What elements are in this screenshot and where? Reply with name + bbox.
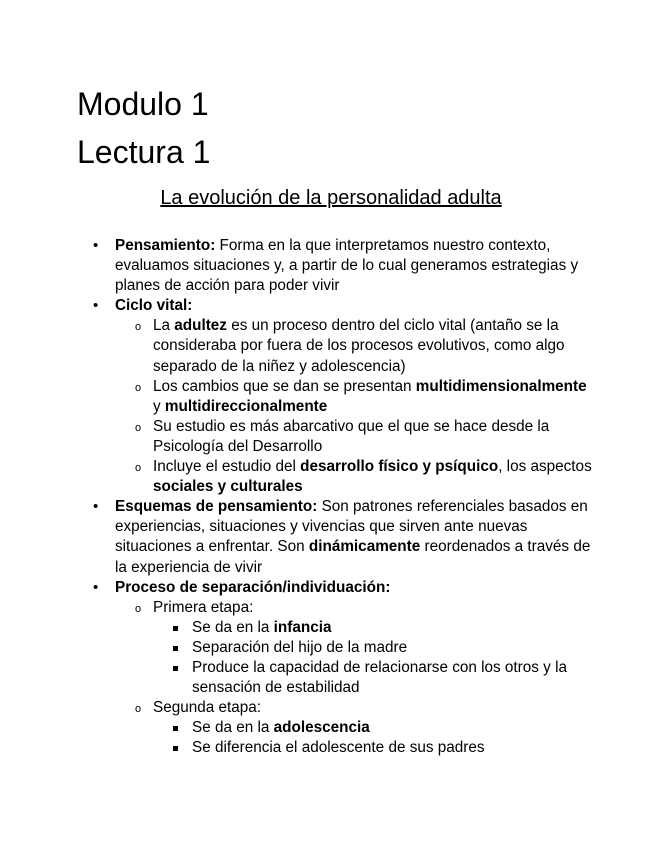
list-item-ciclo-vital xyxy=(77,296,595,497)
term-esquemas: Esquemas de pensamiento: xyxy=(115,498,318,516)
sublist-item-primera-etapa: o Primera etapa: Se da en la infancia Separación del hijo de la madre Produce la capacidad de relacionarse con los otros y la sensación de estabilidad xyxy=(115,598,595,698)
list-item-pensamiento xyxy=(77,236,595,296)
sublist-item: o Los cambios que se dan se presentan multidimensionalmente y multidireccionalmente xyxy=(115,377,595,417)
sublist-item-segunda-etapa: o Segunda etapa: Se da en la adolescencia Se diferencia el adolescente de sus padres xyxy=(115,698,595,758)
detail-item: Se da en la infancia xyxy=(153,618,595,638)
list-item-esquemas: • Esquemas de pensamiento: Son patrones referenciales basados en experiencias, situaciones y vivencias que sirven ante nuevas situaciones a enfrentar. Son dinámicamente reordenados a través de la experiencia de vivir xyxy=(77,497,595,577)
detail-item: Se diferencia el adolescente de sus padres xyxy=(153,738,595,758)
sublist-item: o La adultez es un proceso dentro del ciclo vital (antaño se la consideraba por fuera de los procesos evolutivos, como algo separado de la niñez y adolescencia) xyxy=(115,316,595,376)
document-subtitle: La evolución de la personalidad adulta xyxy=(160,187,502,209)
detail-item: Separación del hijo de la madre xyxy=(153,638,595,658)
lecture-heading: Lectura 1 xyxy=(77,134,211,170)
segunda-etapa-list xyxy=(153,718,595,758)
definition-pensamiento: Forma en la que interpretamos nuestro contexto, evaluamos situaciones y, a partir de lo cual generamos estrategias y planes de acción para poder vivir xyxy=(115,237,579,295)
ciclo-vital-sublist xyxy=(115,316,595,497)
main-bullet-list xyxy=(77,236,595,758)
proceso-sublist xyxy=(115,598,595,759)
detail-item: Produce la capacidad de relacionarse con los otros y la sensación de estabilidad xyxy=(153,658,595,698)
primera-etapa-list xyxy=(153,618,595,698)
sublist-item: o Su estudio es más abarcativo que el que se hace desde la Psicología del Desarrollo xyxy=(115,417,595,457)
sublist-item: o Incluye el estudio del desarrollo físico y psíquico, los aspectos sociales y culturales xyxy=(115,457,595,497)
term-ciclo-vital: Ciclo vital: xyxy=(115,297,193,315)
term-proceso: Proceso de separación/individuación: xyxy=(115,578,391,596)
module-heading: Modulo 1 xyxy=(77,86,209,122)
detail-item: Se da en la adolescencia xyxy=(153,718,595,738)
list-item-proceso xyxy=(77,578,595,759)
term-pensamiento: Pensamiento: xyxy=(115,237,216,254)
